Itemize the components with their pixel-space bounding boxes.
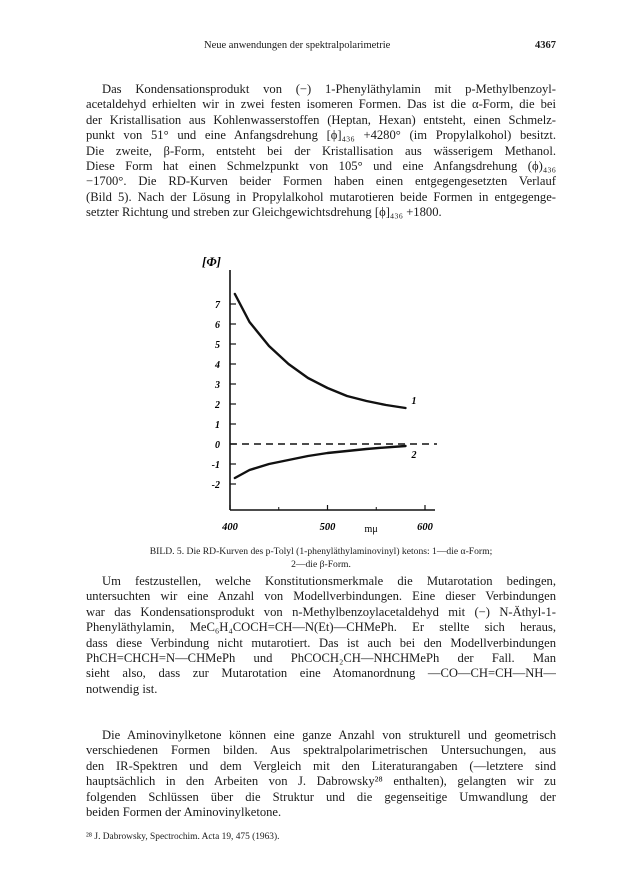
x-tick-label: 600	[417, 522, 433, 533]
text-line: setzter Richtung und streben zur Gleichgewichtsdrehung [ϕ]₄₃₆ +1800.	[86, 205, 442, 220]
y-tick-label: 1	[215, 420, 220, 431]
text-line: sieht also, dass zur Mutarotation eine Atomanordnung —CO—CH=CH—NH—	[86, 666, 556, 681]
footnote: ²⁸ J. Dabrowsky, Spectrochim. Acta 19, 475 (1963).	[86, 832, 280, 842]
text-line: (Bild 5). Nach der Lösung in Propylalkohol mutarotieren beide Formen in entgegenge-	[86, 189, 556, 204]
y-tick-label: -1	[211, 460, 220, 471]
rd-curve-chart	[190, 240, 460, 545]
text-line: hauptsächlich in den Arbeiten von J. Dabrowsky²⁸ enthalten), gelangten wir zu	[86, 774, 556, 789]
series-curve-2	[235, 446, 406, 478]
text-line: notwendig ist.	[86, 681, 158, 696]
text-line: verschiedenen Formen bilden. Aus spektralpolarimetrischen Untersuchungen, aus	[86, 743, 556, 758]
caption-line-1: BILD. 5. Die RD-Kurven des p-Tolyl (1-phenyläthylaminovinyl) ketons: 1—die α-Form;	[149, 546, 493, 557]
text-line: punkt von 51° und eine Anfangsdrehung [ϕ]₄₃₆ +4280° (im Propylalkohol) besitzt.	[86, 128, 556, 143]
y-tick-label: 6	[215, 320, 220, 331]
paragraph-1	[86, 82, 556, 221]
text-line: Die Aminovinylketone können eine ganze Anzahl von strukturell und geometrisch	[102, 728, 556, 742]
series-label-2: 2	[411, 450, 417, 461]
text-line: acetaldehyd erhielten wir in zwei festen isomeren Formen. Das ist die α-Form, die bei	[86, 97, 556, 112]
text-line: untersuchten wir eine Anzahl von Modellverbindungen. Eine dieser Verbindungen	[86, 589, 556, 604]
y-tick-label: 3	[215, 380, 220, 391]
text-line: PhCH=CHCH=N—CHMePh und PhCOCH₂CH—NHCHMePh der Fall. Man	[86, 651, 556, 666]
running-title: Neue anwendungen der spektralpolarimetrie	[204, 40, 391, 51]
x-axis-label: mμ	[364, 524, 378, 535]
y-tick-label: 5	[215, 340, 220, 351]
paragraph-3	[86, 728, 556, 820]
y-axis-label: [Φ]	[202, 254, 221, 269]
page-header	[86, 38, 556, 56]
series-label-1: 1	[411, 396, 417, 407]
text-line: der Kristallisation aus Kohlenwasserstoffen (Heptan, Hexan) entsteht, einen Schmelz-	[86, 112, 556, 127]
text-line: beiden Formen der Aminovinylketone.	[86, 805, 282, 820]
text-line: Das Kondensationsprodukt von (−) 1-Phenyläthylamin mit p-Methylbenzoyl-	[102, 82, 556, 96]
series-curve-1	[235, 294, 406, 408]
text-line: war das Kondensationsprodukt von n-Methylbenzoylacetaldehyd mit (−) N-Äthyl-1-	[86, 604, 556, 619]
caption-line-2: 2—die β-Form.	[291, 559, 351, 570]
paragraph-2	[86, 574, 556, 697]
text-line: Phenyläthylamin, MeC₆H₄COCH=CH—N(Et)—CHMePh. Er stellte sich heraus,	[86, 620, 556, 635]
y-tick-label: 0	[215, 440, 220, 451]
rd-curve-figure	[190, 240, 460, 545]
x-tick-label: 500	[319, 522, 336, 533]
figure-caption	[86, 545, 556, 571]
text-line: Die zweite, β-Form, entsteht bei der Kristallisation aus wässerigem Methanol.	[86, 143, 556, 158]
text-line: den IR-Spektren und dem Vergleich mit den Literaturangaben (—letztere sind	[86, 758, 556, 773]
y-tick-label: 7	[215, 300, 220, 311]
text-line: −1700°. Die RD-Kurven beider Formen haben einen entgegengesetzten Verlauf	[86, 174, 556, 189]
y-tick-label: -2	[211, 480, 220, 491]
text-line: dass diese Verbindung nicht mutarotiert. Das ist auch bei den Modellverbindungen	[86, 635, 556, 650]
y-tick-label: 4	[215, 360, 220, 371]
text-line: Diese Form hat einen Schmelzpunkt von 105° und eine Anfangsdrehung (ϕ)₄₃₆	[86, 159, 556, 174]
text-line: folgenden Schlüssen über die Struktur und die gegenseitige Umwandlung der	[86, 789, 556, 804]
x-tick-label: 400	[222, 522, 238, 533]
text-line: Um festzustellen, welche Konstitutionsmerkmale die Mutarotation bedingen,	[102, 574, 556, 588]
y-tick-label: 2	[215, 400, 220, 411]
page-number: 4367	[535, 40, 556, 51]
